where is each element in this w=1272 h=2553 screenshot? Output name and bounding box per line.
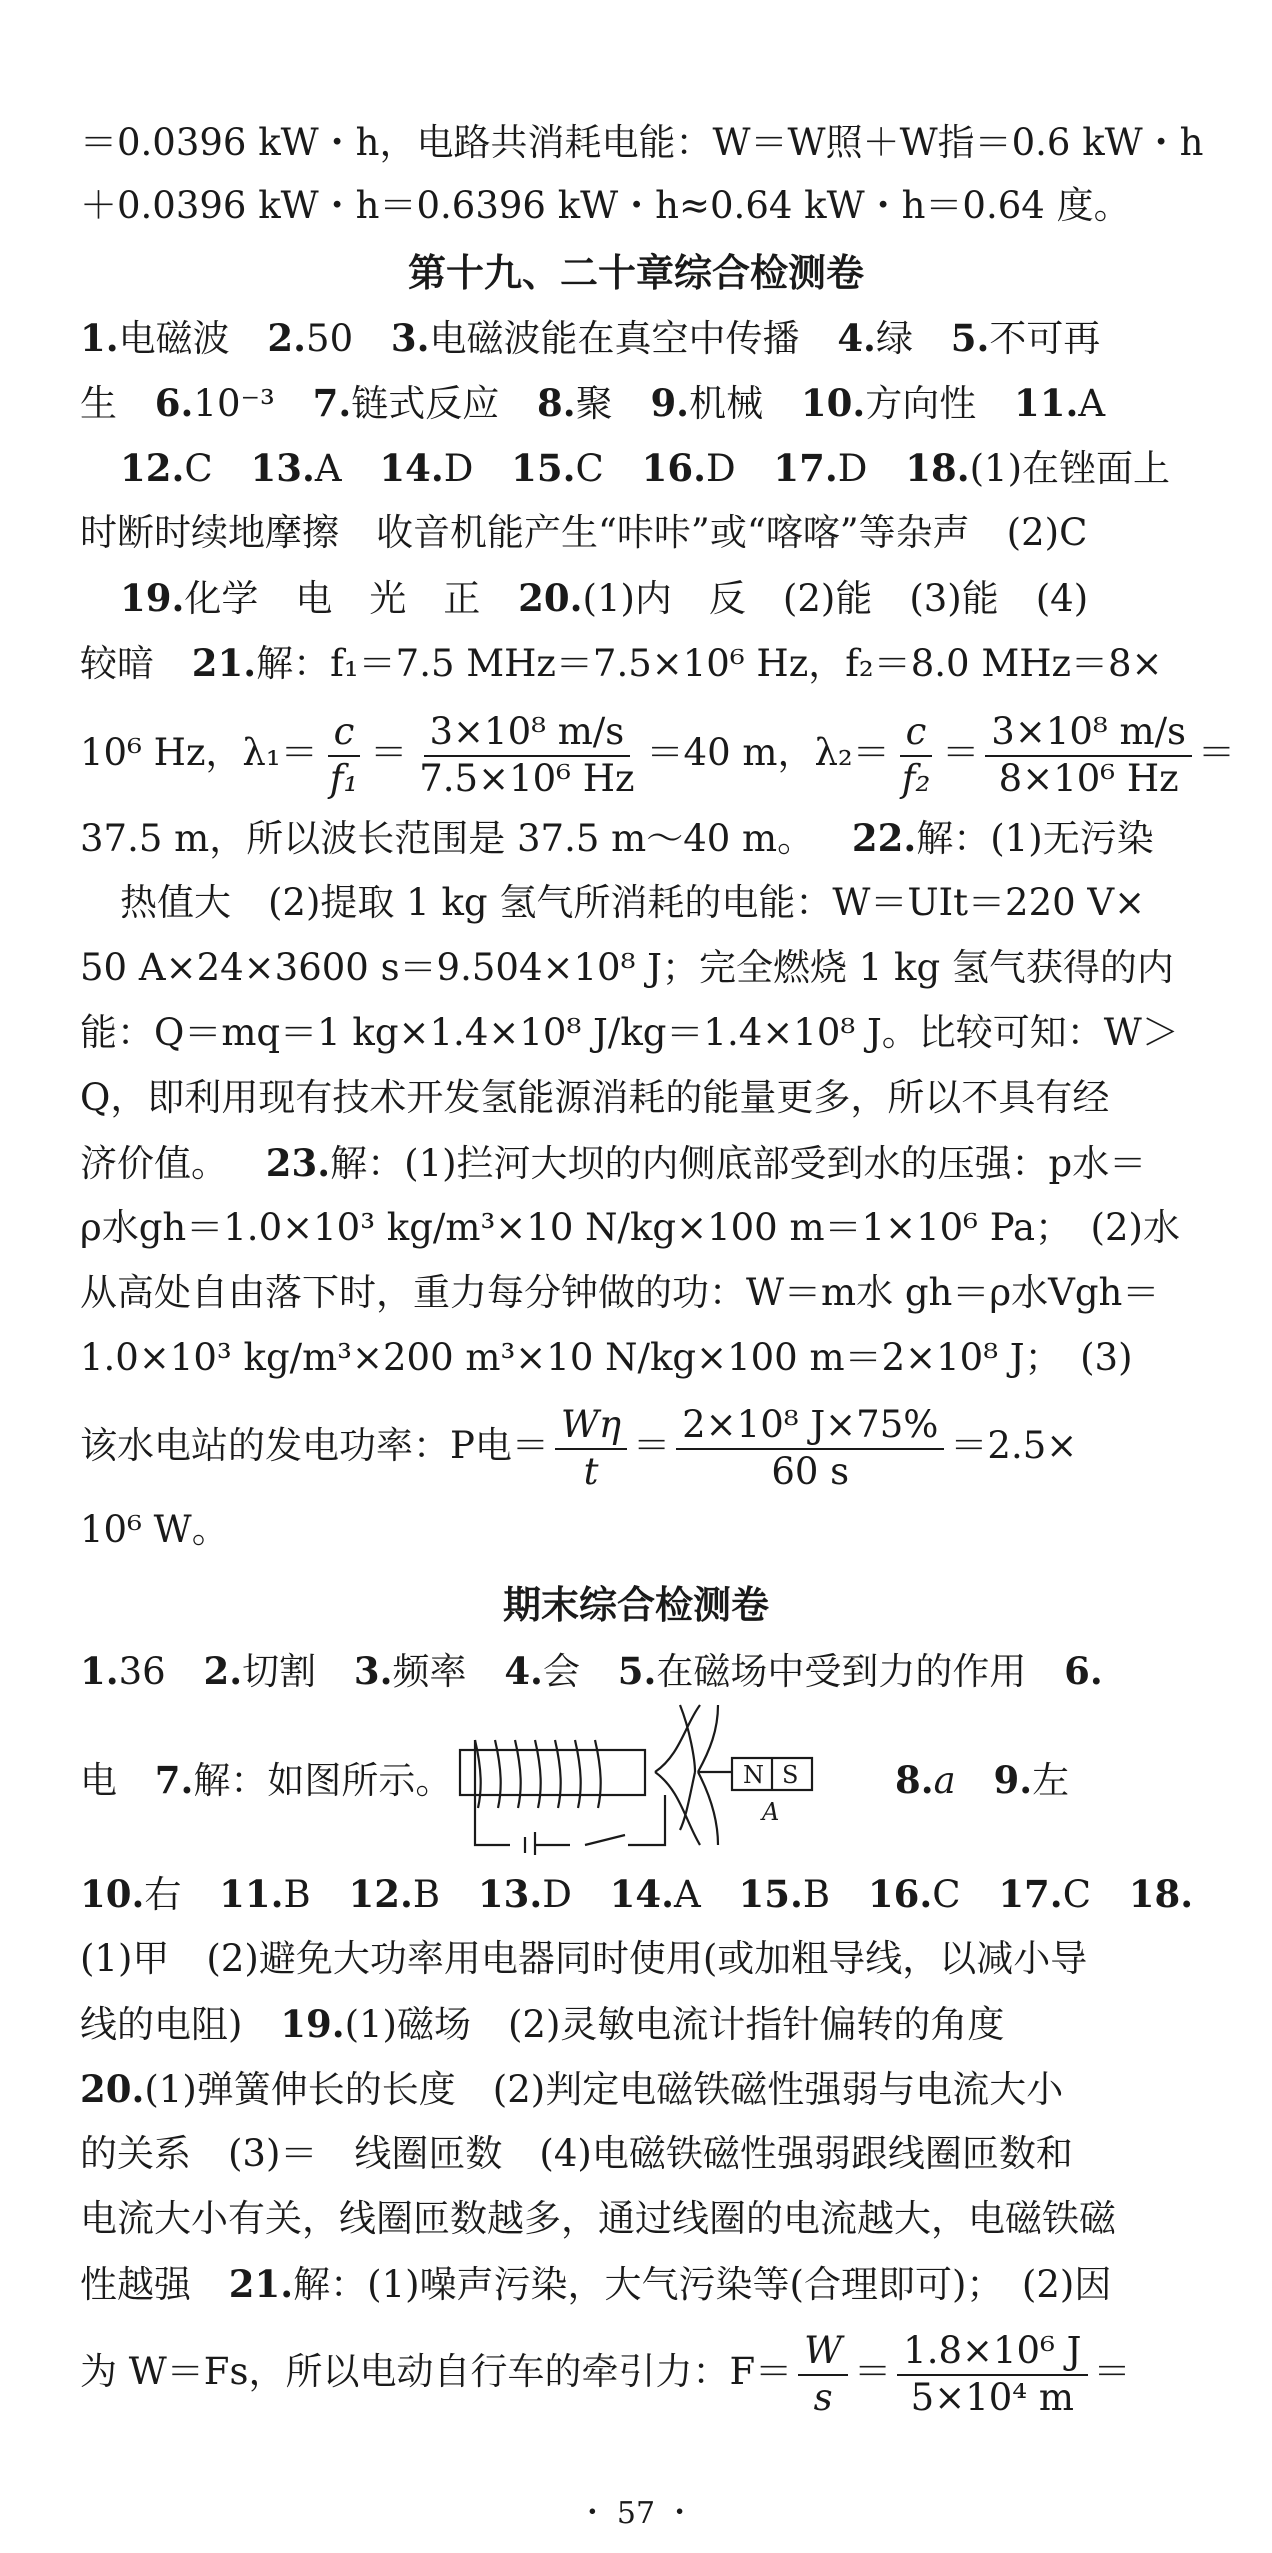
text-line: ＋0.0396 kW・h＝0.6396 kW・h≈0.64 kW・h＝0.64 度。 <box>80 184 1131 227</box>
electromagnet-figure <box>450 1700 880 1855</box>
formula-line: 为 W＝Fs，所以电动自行车的牵引力：F＝ $\frac{W}{s}$ ＝ $\frac{\text{1.8×10⁶ J}}{\text{5×10⁴ m}}$ ＝ <box>80 2329 1131 2419</box>
answer-line: 较暗 21.解：f₁＝7.5 MHz＝7.5×10⁶ Hz，f₂＝8.0 MHz＝8× <box>80 641 1163 685</box>
answer-line: 济价值。 23.解：(1)拦河大坝的内侧底部受到水的压强：p水＝ <box>80 1141 1147 1185</box>
point-a-label: A <box>762 1798 780 1826</box>
answer-line: 从高处自由落下时，重力每分钟做的功：W＝m水 gh＝ρ水Vgh＝ <box>80 1271 1160 1314</box>
fraction: $\frac{W\eta}{t}$ <box>555 1405 627 1492</box>
magnet-n-label: N <box>743 1761 764 1789</box>
fraction: $\frac{c}{\text{f₂}}$ <box>896 712 937 799</box>
answer-line: Q，即利用现有技术开发氢能源消耗的能量更多，所以不具有经 <box>80 1076 1110 1119</box>
answer-line: 1.36 2.切割 3.频率 4.会 5.在磁场中受到力的作用 6. <box>80 1649 1103 1693</box>
answer-line: (1)甲 (2)避免大功率用电器同时使用(或加粗导线，以减小导 <box>80 1937 1088 1980</box>
field-lines-right <box>698 1705 732 1845</box>
answer-line: 的关系 (3)＝ 线圈匝数 (4)电磁铁磁性强弱跟线圈匝数和 <box>80 2132 1073 2175</box>
answer-line: 19.化学 电 光 正 20.(1)内 反 (2)能 (3)能 (4) <box>120 576 1089 620</box>
page-number: ・ 57 ・ <box>577 2496 695 2531</box>
answer-line: ρ水gh＝1.0×10³ kg/m³×10 N/kg×100 m＝1×10⁶ Pa； (2)水 <box>80 1206 1180 1249</box>
answer-line: 8.a 9.左 <box>895 1758 1070 1802</box>
formula-line: 10⁶ Hz，λ₁＝ $\frac{c}{\text{f₁}}$ ＝ $\frac{\text{3×10⁸ m/s}}{\text{7.5×10⁶ Hz}}$ ＝40 m，λ₂＝ $\frac{c}{\text{f₂}}$ ＝ $\frac{\text{3×10⁸ m/s}}{\text{8×10⁶ Hz}}$ ＝ <box>80 710 1236 800</box>
answer-line: 1.电磁波 2.50 3.电磁波能在真空中传播 4.绿 5.不可再 <box>80 316 1101 360</box>
circuit-wire <box>475 1740 665 1855</box>
answer-line: 10.右 11.B 12.B 13.D 14.A 15.B 16.C 17.C 18. <box>80 1872 1194 1916</box>
iron-core <box>460 1750 645 1795</box>
answer-line: 20.(1)弹簧伸长的长度 (2)判定电磁铁磁性强弱与电流大小 <box>80 2067 1064 2111</box>
answer-line: 生 6.10⁻³ 7.链式反应 8.聚 9.机械 10.方向性 11.A <box>80 381 1106 425</box>
answer-line: 线的电阻) 19.(1)磁场 (2)灵敏电流计指针偏转的角度 <box>80 2002 1005 2046</box>
answer-line: 性越强 21.解：(1)噪声污染，大气污染等(合理即可)； (2)因 <box>80 2262 1112 2306</box>
section-title: 期末综合检测卷 <box>502 1583 769 1627</box>
answer-line: 时断时续地摩擦 收音机能产生“咔咔”或“喀喀”等杂声 (2)C <box>80 511 1088 554</box>
answer-line: 12.C 13.A 14.D 15.C 16.D 17.D 18.(1)在锉面上 <box>120 446 1171 490</box>
answer-line: 电流大小有关，线圈匝数越多，通过线圈的电流越大，电磁铁磁 <box>80 2197 1116 2240</box>
answer-line: 37.5 m，所以波长范围是 37.5 m～40 m。 22.解：(1)无污染 <box>80 816 1154 860</box>
fraction: $\frac{\text{3×10⁸ m/s}}{\text{8×10⁶ Hz}}$ <box>985 712 1192 799</box>
magnet-s-label: S <box>782 1761 799 1789</box>
answer-line: 50 A×24×3600 s＝9.504×10⁸ J；完全燃烧 1 kg 氢气获得的内 <box>80 946 1174 989</box>
fraction: $\frac{c}{\text{f₁}}$ <box>324 712 365 799</box>
answer-line: 电 7.解：如图所示。 <box>80 1758 453 1802</box>
text-line: ＝0.0396 kW・h，电路共消耗电能：W＝W照＋W指＝0.6 kW・h <box>80 121 1204 164</box>
answer-line: 1.0×10³ kg/m³×200 m³×10 N/kg×100 m＝2×10⁸ J； (3) <box>80 1336 1133 1379</box>
answer-line: 能：Q＝mq＝1 kg×1.4×10⁸ J/kg＝1.4×10⁸ J。比较可知：W＞ <box>80 1011 1179 1054</box>
formula-line: 该水电站的发电功率：P电＝ $\frac{W\eta}{t}$ ＝ $\frac{\text{2×10⁸ J×75\%}}{60 s}$ ＝2.5× <box>80 1403 1078 1493</box>
fraction: $\frac{\text{2×10⁸ J×75\%}}{60 s}$ <box>676 1405 944 1492</box>
answer-line: 10⁶ W。 <box>80 1508 229 1551</box>
answer-line: 热值大 (2)提取 1 kg 氢气所消耗的电能：W＝UIt＝220 V× <box>120 881 1146 924</box>
fraction: $\frac{\text{3×10⁸ m/s}}{\text{7.5×10⁶ Hz}}$ <box>419 710 635 800</box>
fraction: $\frac{W}{s}$ <box>798 2331 848 2418</box>
section-title: 第十九、二十章综合检测卷 <box>407 251 864 295</box>
fraction: $\frac{\text{1.8×10⁶ J}}{\text{5×10⁴ m}}$ <box>897 2331 1087 2418</box>
